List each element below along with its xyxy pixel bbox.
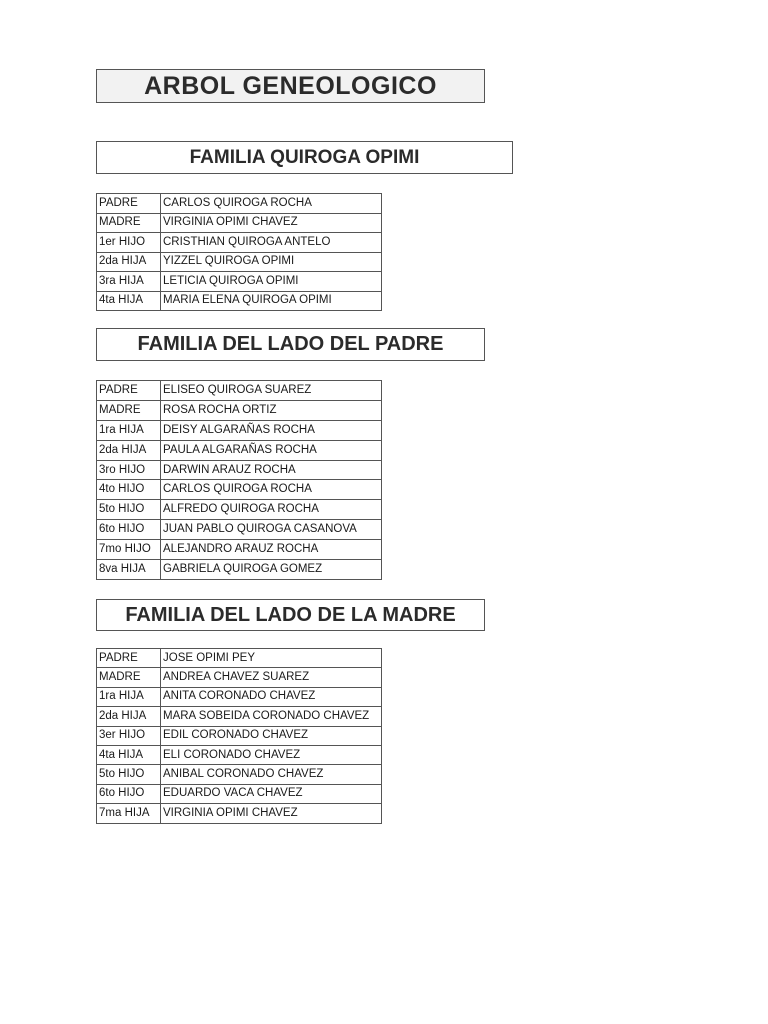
table-row xyxy=(97,500,382,520)
family-table-lado-madre xyxy=(96,648,382,824)
member-name-cell: MARIA ELENA QUIROGA OPIMI xyxy=(161,291,382,311)
table-row xyxy=(97,560,382,580)
member-name-cell: ALEJANDRO ARAUZ ROCHA xyxy=(161,540,382,560)
table-row xyxy=(97,520,382,540)
member-name-cell: ANDREA CHAVEZ SUAREZ xyxy=(161,668,382,687)
member-role-cell: 2da HIJA xyxy=(97,440,161,460)
member-role-cell: 3ra HIJA xyxy=(97,272,161,292)
member-name-cell: ANITA CORONADO CHAVEZ xyxy=(161,687,382,706)
member-name-cell: ELISEO QUIROGA SUAREZ xyxy=(161,381,382,401)
member-name-cell: ANIBAL CORONADO CHAVEZ xyxy=(161,765,382,784)
member-role-cell: 4ta HIJA xyxy=(97,745,161,764)
member-role-cell: 5to HIJO xyxy=(97,765,161,784)
member-role-cell: MADRE xyxy=(97,400,161,420)
family-table-quiroga-opimi xyxy=(96,193,382,311)
table-row xyxy=(97,784,382,803)
member-name-cell: ROSA ROCHA ORTIZ xyxy=(161,400,382,420)
member-name-cell: YIZZEL QUIROGA OPIMI xyxy=(161,252,382,272)
member-name-cell: DARWIN ARAUZ ROCHA xyxy=(161,460,382,480)
table-row xyxy=(97,726,382,745)
member-name-cell: EDUARDO VACA CHAVEZ xyxy=(161,784,382,803)
member-name-cell: MARA SOBEIDA CORONADO CHAVEZ xyxy=(161,707,382,726)
member-role-cell: 2da HIJA xyxy=(97,707,161,726)
member-role-cell: 5to HIJO xyxy=(97,500,161,520)
member-role-cell: MADRE xyxy=(97,668,161,687)
member-role-cell: 3ro HIJO xyxy=(97,460,161,480)
member-role-cell: 4ta HIJA xyxy=(97,291,161,311)
member-name-cell: EDIL CORONADO CHAVEZ xyxy=(161,726,382,745)
table-row xyxy=(97,381,382,401)
member-name-cell: PAULA ALGARAÑAS ROCHA xyxy=(161,440,382,460)
table-row xyxy=(97,272,382,292)
table-row xyxy=(97,707,382,726)
member-role-cell: MADRE xyxy=(97,213,161,233)
member-role-cell: PADRE xyxy=(97,194,161,214)
member-name-cell: GABRIELA QUIROGA GOMEZ xyxy=(161,560,382,580)
page-title: ARBOL GENEOLOGICO xyxy=(96,69,485,103)
member-name-cell: JOSE OPIMI PEY xyxy=(161,649,382,668)
member-role-cell: PADRE xyxy=(97,381,161,401)
family-table-lado-padre xyxy=(96,380,382,580)
table-row xyxy=(97,194,382,214)
member-role-cell: 2da HIJA xyxy=(97,252,161,272)
member-role-cell: 1ra HIJA xyxy=(97,420,161,440)
section-heading-lado-padre: FAMILIA DEL LADO DEL PADRE xyxy=(96,328,485,361)
table-row xyxy=(97,213,382,233)
table-row xyxy=(97,291,382,311)
member-name-cell: DEISY ALGARAÑAS ROCHA xyxy=(161,420,382,440)
table-row xyxy=(97,440,382,460)
table-row xyxy=(97,668,382,687)
table-row xyxy=(97,745,382,764)
member-role-cell: 3er HIJO xyxy=(97,726,161,745)
table-row xyxy=(97,804,382,823)
member-name-cell: CARLOS QUIROGA ROCHA xyxy=(161,194,382,214)
member-role-cell: 6to HIJO xyxy=(97,520,161,540)
member-role-cell: 1ra HIJA xyxy=(97,687,161,706)
member-name-cell: CARLOS QUIROGA ROCHA xyxy=(161,480,382,500)
member-role-cell: 7ma HIJA xyxy=(97,804,161,823)
section-heading-quiroga-opimi: FAMILIA QUIROGA OPIMI xyxy=(96,141,513,174)
member-name-cell: ELI CORONADO CHAVEZ xyxy=(161,745,382,764)
member-role-cell: 1er HIJO xyxy=(97,233,161,253)
table-row xyxy=(97,233,382,253)
member-role-cell: 7mo HIJO xyxy=(97,540,161,560)
member-role-cell: 6to HIJO xyxy=(97,784,161,803)
member-name-cell: LETICIA QUIROGA OPIMI xyxy=(161,272,382,292)
table-row xyxy=(97,252,382,272)
table-row xyxy=(97,540,382,560)
member-name-cell: CRISTHIAN QUIROGA ANTELO xyxy=(161,233,382,253)
member-name-cell: JUAN PABLO QUIROGA CASANOVA xyxy=(161,520,382,540)
member-name-cell: VIRGINIA OPIMI CHAVEZ xyxy=(161,804,382,823)
table-row xyxy=(97,420,382,440)
table-row xyxy=(97,400,382,420)
table-row xyxy=(97,460,382,480)
table-row xyxy=(97,765,382,784)
member-role-cell: 4to HIJO xyxy=(97,480,161,500)
table-row xyxy=(97,480,382,500)
table-row xyxy=(97,687,382,706)
table-row xyxy=(97,649,382,668)
section-heading-lado-madre: FAMILIA DEL LADO DE LA MADRE xyxy=(96,599,485,631)
member-role-cell: 8va HIJA xyxy=(97,560,161,580)
member-name-cell: VIRGINIA OPIMI CHAVEZ xyxy=(161,213,382,233)
member-name-cell: ALFREDO QUIROGA ROCHA xyxy=(161,500,382,520)
member-role-cell: PADRE xyxy=(97,649,161,668)
